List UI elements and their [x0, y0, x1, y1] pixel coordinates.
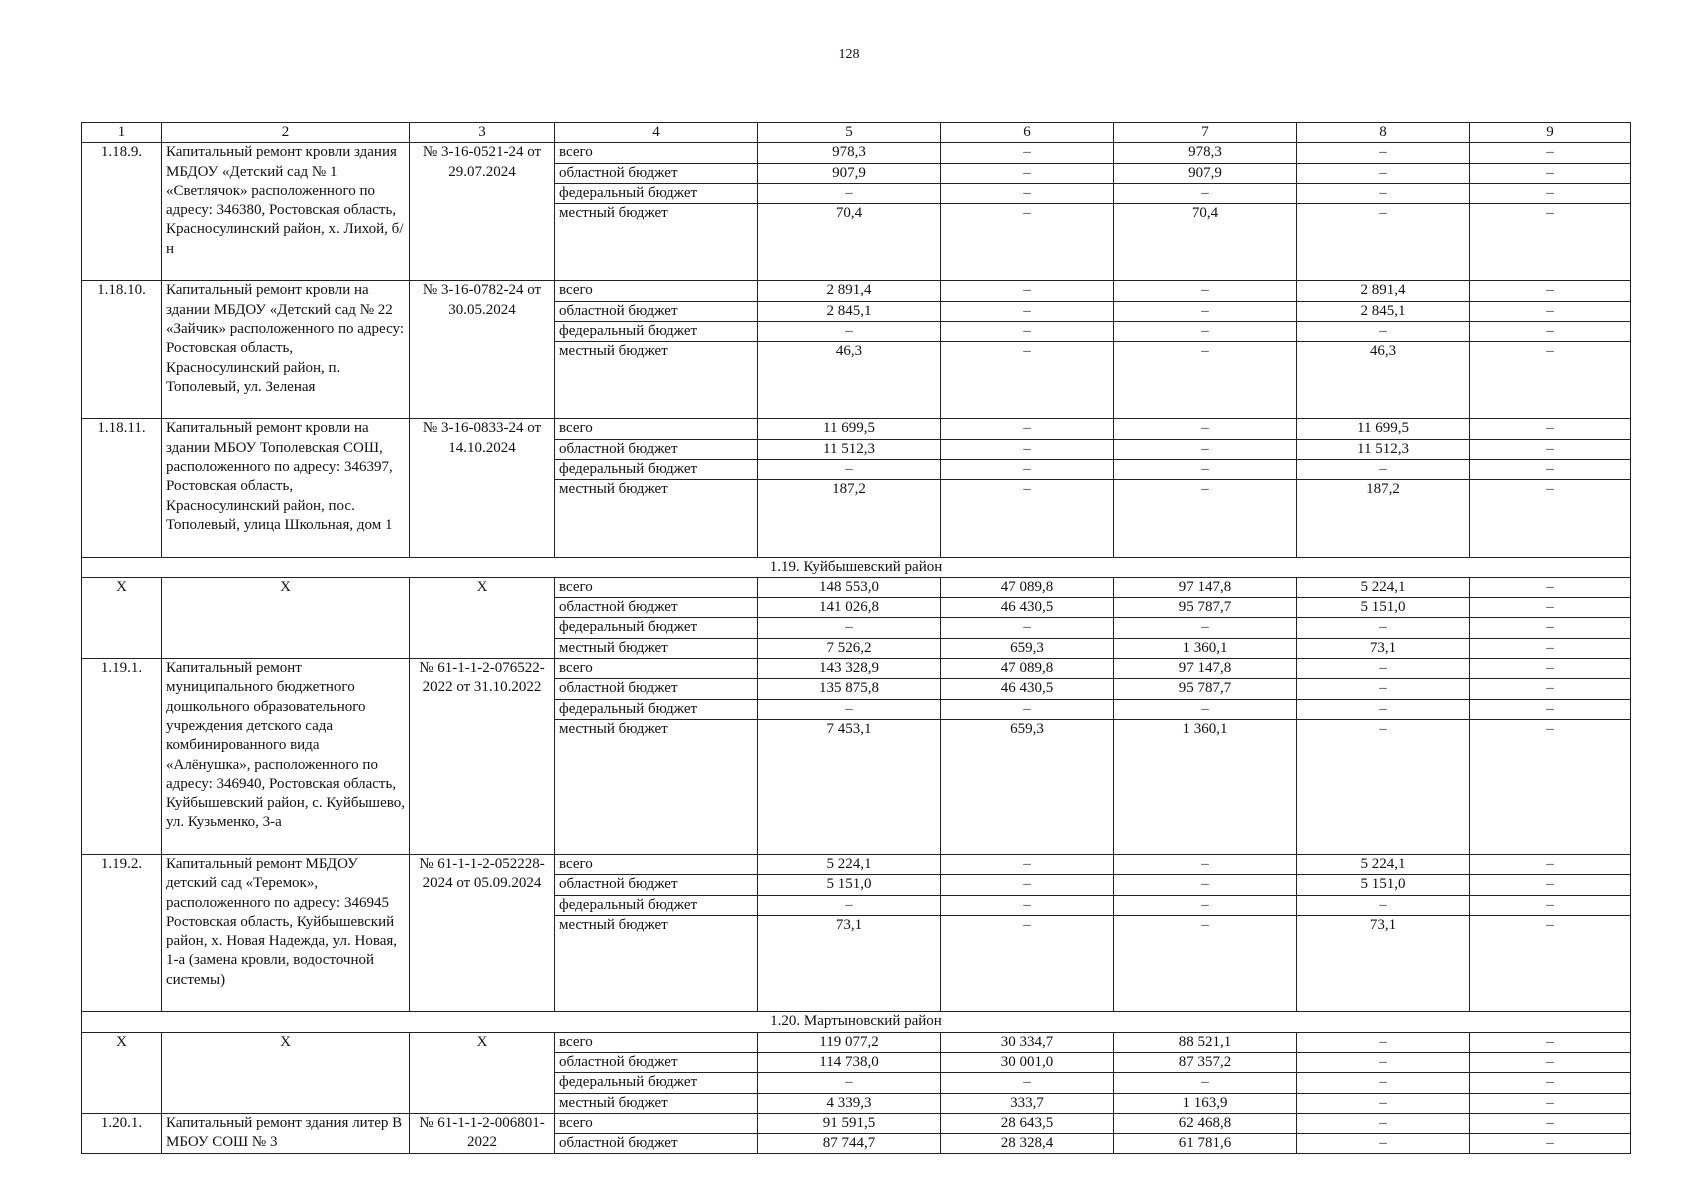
budget-value: –	[1470, 855, 1631, 875]
budget-value: 978,3	[1114, 143, 1297, 163]
column-number-4: 4	[555, 123, 758, 143]
budget-value: –	[1297, 1032, 1470, 1052]
budget-value: –	[1470, 204, 1631, 281]
budget-value: –	[1297, 1113, 1470, 1133]
budget-value: –	[1470, 419, 1631, 439]
budget-value: –	[1470, 480, 1631, 557]
budget-value: –	[1114, 915, 1297, 1012]
budget-value: –	[1297, 143, 1470, 163]
budget-value: –	[1297, 321, 1470, 341]
budget-value: –	[1470, 699, 1631, 719]
budget-value: –	[941, 204, 1114, 281]
budget-value: 1 163,9	[1114, 1093, 1297, 1113]
budget-value: –	[1114, 301, 1297, 321]
budget-value: 114 738,0	[758, 1052, 941, 1072]
item-number: 1.18.10.	[82, 281, 162, 419]
item-contract: № 3-16-0833-24 от 14.10.2024	[410, 419, 555, 557]
budget-value: –	[1470, 1052, 1631, 1072]
budget-source-label: областной бюджет	[555, 439, 758, 459]
table-row	[82, 1113, 1631, 1133]
budget-value: –	[1114, 699, 1297, 719]
budget-source-label: местный бюджет	[555, 1093, 758, 1113]
budget-value: 95 787,7	[1114, 598, 1297, 618]
budget-value: –	[1470, 163, 1631, 183]
budget-value: 30 001,0	[941, 1052, 1114, 1072]
budget-source-label: местный бюджет	[555, 638, 758, 658]
budget-source-label: федеральный бюджет	[555, 699, 758, 719]
column-number-9: 9	[1470, 123, 1631, 143]
budget-value: 46 430,5	[941, 679, 1114, 699]
budget-value: 978,3	[758, 143, 941, 163]
budget-value: –	[1297, 1052, 1470, 1072]
budget-value: –	[1470, 281, 1631, 301]
budget-value: –	[1470, 598, 1631, 618]
budget-value: 143 328,9	[758, 659, 941, 679]
budget-value: –	[1114, 342, 1297, 419]
budget-value: –	[1114, 855, 1297, 875]
budget-value: 2 891,4	[1297, 281, 1470, 301]
budget-value: –	[1114, 183, 1297, 203]
column-number-6: 6	[941, 123, 1114, 143]
item-number: 1.18.9.	[82, 143, 162, 281]
item-contract: X	[410, 1032, 555, 1113]
budget-value: 2 891,4	[758, 281, 941, 301]
budget-value: –	[941, 618, 1114, 638]
budget-value: 907,9	[758, 163, 941, 183]
column-number-3: 3	[410, 123, 555, 143]
budget-value: 1 360,1	[1114, 719, 1297, 854]
budget-value: –	[758, 321, 941, 341]
budget-source-label: местный бюджет	[555, 915, 758, 1012]
budget-value: –	[1470, 719, 1631, 854]
item-number: 1.19.2.	[82, 855, 162, 1012]
item-number: 1.18.11.	[82, 419, 162, 557]
column-number-5: 5	[758, 123, 941, 143]
item-number: X	[82, 577, 162, 658]
budget-source-label: федеральный бюджет	[555, 183, 758, 203]
budget-value: 7 526,2	[758, 638, 941, 658]
budget-value: 5 151,0	[1297, 598, 1470, 618]
budget-value: –	[758, 460, 941, 480]
budget-value: 91 591,5	[758, 1113, 941, 1133]
budget-value: –	[1297, 204, 1470, 281]
budget-value: 148 553,0	[758, 577, 941, 597]
budget-source-label: областной бюджет	[555, 163, 758, 183]
table-row	[82, 281, 1631, 301]
budget-value: –	[941, 460, 1114, 480]
budget-value: 11 512,3	[758, 439, 941, 459]
item-description: X	[162, 1032, 410, 1113]
budget-source-label: всего	[555, 1113, 758, 1133]
budget-source-label: местный бюджет	[555, 204, 758, 281]
budget-value: –	[1114, 480, 1297, 557]
budget-value: –	[1470, 183, 1631, 203]
budget-value: –	[1470, 638, 1631, 658]
budget-value: –	[1470, 915, 1631, 1012]
budget-value: –	[1114, 419, 1297, 439]
item-number: 1.19.1.	[82, 659, 162, 855]
budget-value: 28 643,5	[941, 1113, 1114, 1133]
budget-value: 70,4	[1114, 204, 1297, 281]
budget-source-label: всего	[555, 1032, 758, 1052]
budget-value: –	[1297, 1073, 1470, 1093]
budget-source-label: областной бюджет	[555, 598, 758, 618]
budget-value: –	[941, 143, 1114, 163]
budget-value: –	[1114, 321, 1297, 341]
budget-value: –	[758, 1073, 941, 1093]
budget-value: –	[1297, 1134, 1470, 1154]
budget-value: 659,3	[941, 719, 1114, 854]
budget-source-label: федеральный бюджет	[555, 1073, 758, 1093]
budget-value: –	[1297, 679, 1470, 699]
budget-source-label: всего	[555, 577, 758, 597]
budget-value: 5 151,0	[1297, 875, 1470, 895]
table-row	[82, 1032, 1631, 1052]
budget-source-label: федеральный бюджет	[555, 460, 758, 480]
item-description: X	[162, 577, 410, 658]
budget-value: –	[1470, 618, 1631, 638]
item-description: Капитальный ремонт здания литер В МБОУ СОШ № 3	[162, 1113, 410, 1154]
budget-value: –	[1114, 439, 1297, 459]
budget-value: 61 781,6	[1114, 1134, 1297, 1154]
budget-source-label: областной бюджет	[555, 679, 758, 699]
budget-value: –	[941, 419, 1114, 439]
budget-value: –	[1114, 460, 1297, 480]
budget-value: 73,1	[758, 915, 941, 1012]
item-description: Капитальный ремонт кровли здания МБДОУ «Детский сад № 1 «Светлячок» расположенного по адресу: 346380, Ростовская область, Красносулинский район, х. Лихой, б/н	[162, 143, 410, 281]
budget-source-label: всего	[555, 281, 758, 301]
section-title: 1.20. Мартыновский район	[82, 1012, 1631, 1032]
budget-value: 62 468,8	[1114, 1113, 1297, 1133]
budget-value: 97 147,8	[1114, 577, 1297, 597]
budget-value: –	[758, 183, 941, 203]
header-row	[82, 123, 1631, 143]
budget-value: –	[758, 699, 941, 719]
budget-value: 30 334,7	[941, 1032, 1114, 1052]
budget-value: 46,3	[758, 342, 941, 419]
budget-value: 5 224,1	[758, 855, 941, 875]
budget-source-label: местный бюджет	[555, 719, 758, 854]
budget-value: –	[1470, 301, 1631, 321]
table-row	[82, 419, 1631, 439]
item-description: Капитальный ремонт муниципального бюджетного дошкольного образовательного учреждения детского сада комбинированного вида «Алёнушка», расположенного по адресу: 346940, Ростовская область, Куйбышевский район, с. Куйбышево, ул. Кузьменко, 3-а	[162, 659, 410, 855]
budget-source-label: всего	[555, 143, 758, 163]
budget-value: –	[758, 895, 941, 915]
budget-value: 28 328,4	[941, 1134, 1114, 1154]
column-number-8: 8	[1297, 123, 1470, 143]
budget-value: –	[941, 301, 1114, 321]
budget-value: 2 845,1	[1297, 301, 1470, 321]
budget-value: 4 339,3	[758, 1093, 941, 1113]
budget-source-label: федеральный бюджет	[555, 321, 758, 341]
item-contract: № 3-16-0521-24 от 29.07.2024	[410, 143, 555, 281]
item-contract: № 61-1-1-2-006801-2022	[410, 1113, 555, 1154]
section-row	[82, 557, 1631, 577]
budget-source-label: всего	[555, 659, 758, 679]
budget-value: –	[941, 183, 1114, 203]
section-title: 1.19. Куйбышевский район	[82, 557, 1631, 577]
budget-value: 73,1	[1297, 915, 1470, 1012]
item-contract: № 3-16-0782-24 от 30.05.2024	[410, 281, 555, 419]
item-contract: № 61-1-1-2-076522-2022 от 31.10.2022	[410, 659, 555, 855]
budget-value: –	[1470, 895, 1631, 915]
table-row	[82, 855, 1631, 875]
budget-value: –	[941, 895, 1114, 915]
budget-value: –	[941, 1073, 1114, 1093]
budget-value: –	[1470, 1113, 1631, 1133]
item-contract: X	[410, 577, 555, 658]
budget-value: –	[941, 480, 1114, 557]
budget-source-label: областной бюджет	[555, 875, 758, 895]
budget-value: –	[1470, 143, 1631, 163]
budget-value: –	[1114, 618, 1297, 638]
budget-value: 659,3	[941, 638, 1114, 658]
budget-value: –	[941, 439, 1114, 459]
table-row	[82, 577, 1631, 597]
budget-value: 46,3	[1297, 342, 1470, 419]
budget-value: 70,4	[758, 204, 941, 281]
budget-value: –	[758, 618, 941, 638]
budget-value: 187,2	[1297, 480, 1470, 557]
budget-value: 97 147,8	[1114, 659, 1297, 679]
budget-value: –	[1470, 460, 1631, 480]
budget-value: –	[1470, 659, 1631, 679]
budget-value: 11 512,3	[1297, 439, 1470, 459]
budget-value: –	[1470, 1093, 1631, 1113]
budget-value: 5 224,1	[1297, 855, 1470, 875]
budget-value: 1 360,1	[1114, 638, 1297, 658]
budget-value: –	[941, 281, 1114, 301]
budget-value: –	[941, 342, 1114, 419]
budget-value: –	[1297, 699, 1470, 719]
budget-value: –	[1114, 1073, 1297, 1093]
budget-value: –	[1470, 342, 1631, 419]
budget-value: 5 151,0	[758, 875, 941, 895]
budget-value: –	[1114, 281, 1297, 301]
item-description: Капитальный ремонт МБДОУ детский сад «Теремок», расположенного по адресу: 346945 Ростовская область, Куйбышевский район, х. Новая Надежда, ул. Новая, 1-а (замена кровли, водосточной системы)	[162, 855, 410, 1012]
budget-source-label: областной бюджет	[555, 301, 758, 321]
budget-value: –	[1297, 183, 1470, 203]
budget-value: 135 875,8	[758, 679, 941, 699]
budget-value: 333,7	[941, 1093, 1114, 1113]
budget-value: –	[1114, 875, 1297, 895]
budget-value: 907,9	[1114, 163, 1297, 183]
budget-value: 141 026,8	[758, 598, 941, 618]
budget-value: –	[1114, 895, 1297, 915]
budget-source-label: всего	[555, 419, 758, 439]
budget-value: 46 430,5	[941, 598, 1114, 618]
table-row	[82, 659, 1631, 679]
budget-value: 95 787,7	[1114, 679, 1297, 699]
column-number-1: 1	[82, 123, 162, 143]
budget-value: –	[1470, 1073, 1631, 1093]
budget-value: –	[1297, 618, 1470, 638]
page-number: 128	[838, 47, 860, 62]
column-number-2: 2	[162, 123, 410, 143]
budget-value: 47 089,8	[941, 659, 1114, 679]
budget-value: 11 699,5	[1297, 419, 1470, 439]
budget-value: 11 699,5	[758, 419, 941, 439]
budget-value: –	[1470, 1032, 1631, 1052]
budget-value: –	[1470, 321, 1631, 341]
item-number: X	[82, 1032, 162, 1113]
budget-value: 119 077,2	[758, 1032, 941, 1052]
budget-value: –	[941, 163, 1114, 183]
budget-value: –	[941, 875, 1114, 895]
budget-source-label: всего	[555, 855, 758, 875]
budget-value: –	[1297, 719, 1470, 854]
budget-source-label: местный бюджет	[555, 342, 758, 419]
table-row	[82, 143, 1631, 163]
budget-value: –	[1470, 1134, 1631, 1154]
budget-value: 87 744,7	[758, 1134, 941, 1154]
budget-value: 7 453,1	[758, 719, 941, 854]
budget-source-label: федеральный бюджет	[555, 618, 758, 638]
budget-value: –	[941, 321, 1114, 341]
budget-value: 87 357,2	[1114, 1052, 1297, 1072]
item-contract: № 61-1-1-2-052228-2024 от 05.09.2024	[410, 855, 555, 1012]
budget-table	[81, 122, 1631, 1154]
budget-value: 73,1	[1297, 638, 1470, 658]
budget-value: 88 521,1	[1114, 1032, 1297, 1052]
budget-source-label: областной бюджет	[555, 1134, 758, 1154]
item-description: Капитальный ремонт кровли на здании МБДОУ «Детский сад № 22 «Зайчик» расположенного по адресу: Ростовская область, Красносулинский район, п. Тополевый, ул. Зеленая	[162, 281, 410, 419]
budget-value: 47 089,8	[941, 577, 1114, 597]
budget-value: –	[1297, 460, 1470, 480]
item-description: Капитальный ремонт кровли на здании МБОУ Тополевская СОШ, расположенного по адресу: 346397, Ростовская область, Красносулинский район, пос. Тополевый, улица Школьная, дом 1	[162, 419, 410, 557]
budget-source-label: федеральный бюджет	[555, 895, 758, 915]
budget-value: –	[941, 855, 1114, 875]
budget-value: –	[1470, 875, 1631, 895]
budget-value: –	[1297, 1093, 1470, 1113]
budget-value: –	[941, 915, 1114, 1012]
budget-value: 187,2	[758, 480, 941, 557]
budget-value: –	[1470, 679, 1631, 699]
budget-value: –	[1297, 659, 1470, 679]
column-number-7: 7	[1114, 123, 1297, 143]
budget-value: –	[1297, 163, 1470, 183]
budget-value: 5 224,1	[1297, 577, 1470, 597]
section-row	[82, 1012, 1631, 1032]
item-number: 1.20.1.	[82, 1113, 162, 1154]
budget-value: –	[941, 699, 1114, 719]
budget-value: 2 845,1	[758, 301, 941, 321]
budget-value: –	[1470, 577, 1631, 597]
budget-source-label: местный бюджет	[555, 480, 758, 557]
budget-source-label: областной бюджет	[555, 1052, 758, 1072]
budget-value: –	[1470, 439, 1631, 459]
budget-value: –	[1297, 895, 1470, 915]
